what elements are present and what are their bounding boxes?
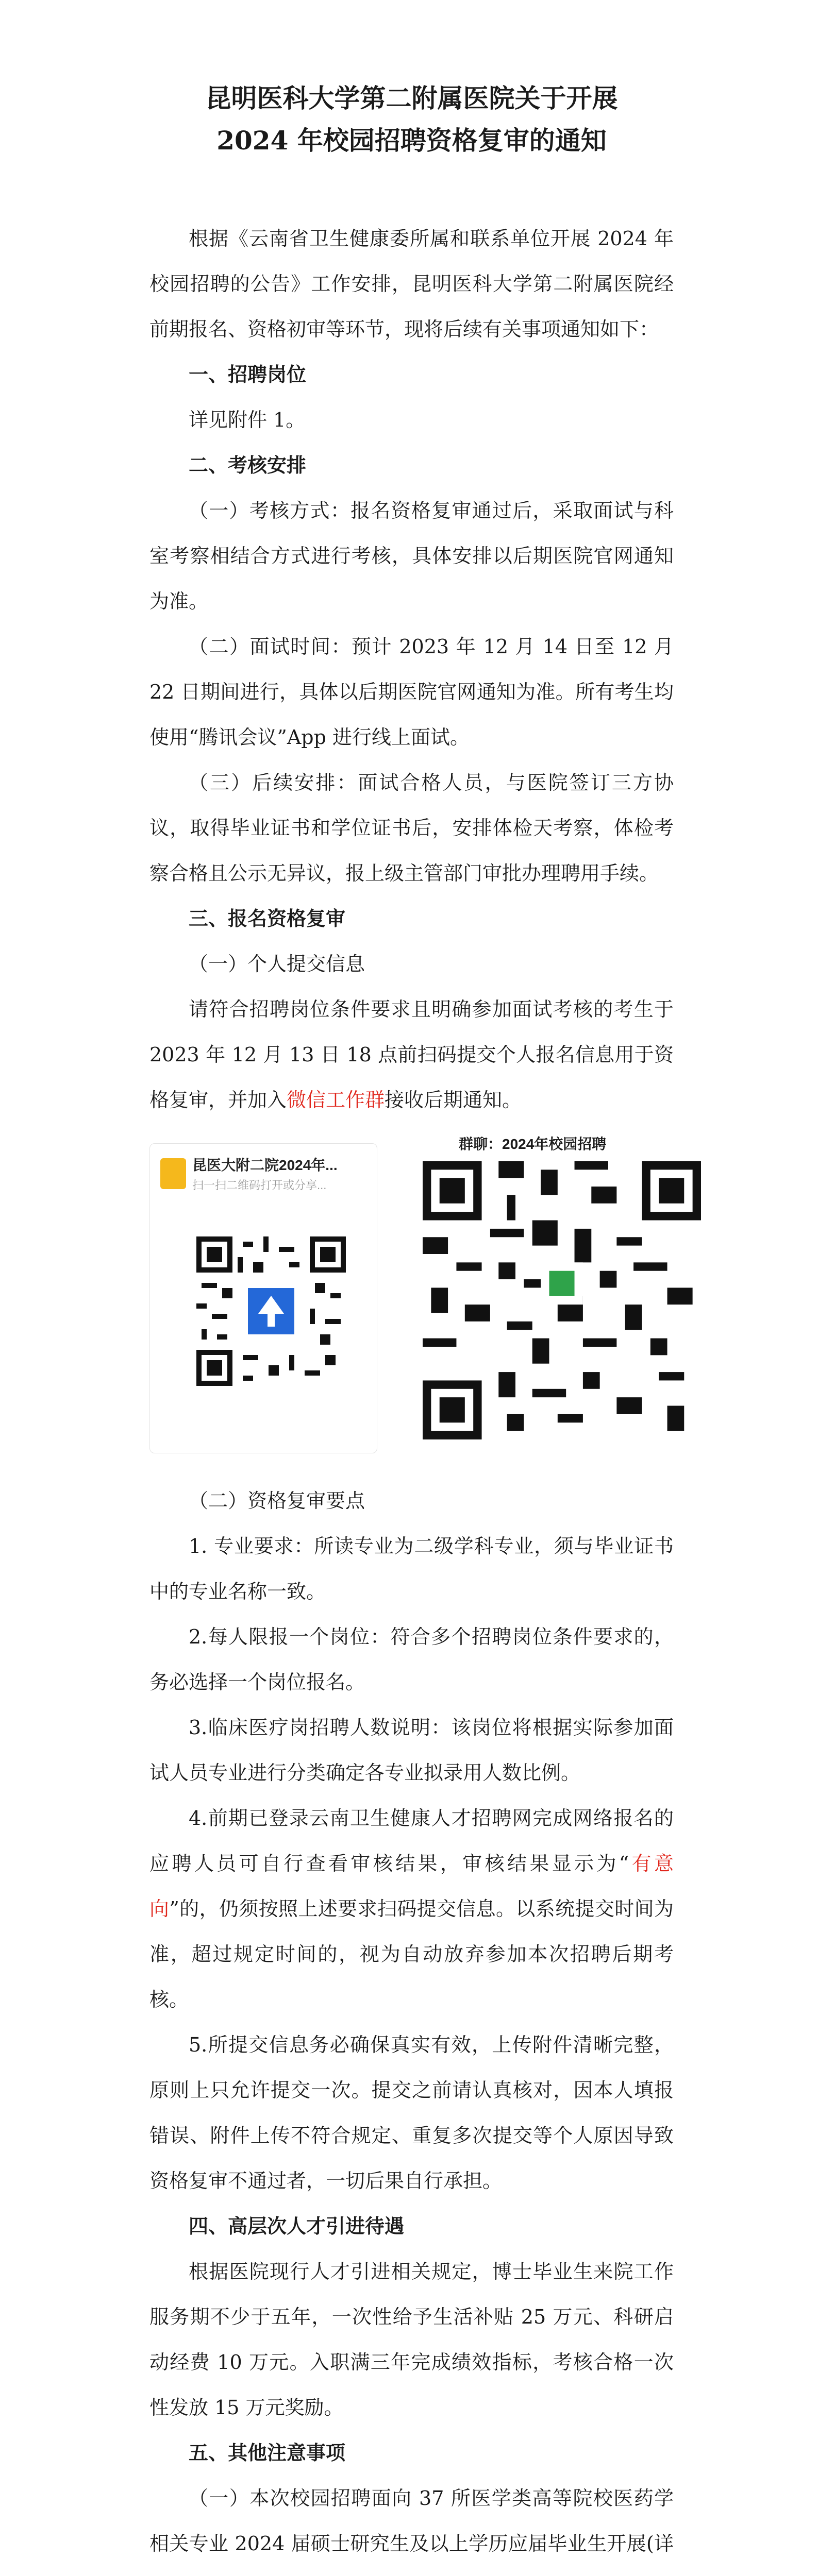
section-2-p1: （一）考核方式：报名资格复审通过后，采取面试与科室考察相结合方式进行考核，具体安排以后期医院官网通知为准。 <box>149 499 674 613</box>
section-5-p1 <box>149 2476 674 2576</box>
review-item-4 <box>149 1795 674 2022</box>
s3p1-b: 接收后期通知。 <box>385 1089 522 1111</box>
s5p1-a: （一）本次校园招聘面向 37 所医学类高等院校医药学相关专业 2024 届硕士研究生及以上学历应届毕业生开展(详 <box>149 2487 674 2555</box>
card-header <box>160 1154 338 1193</box>
form-qr-code-icon <box>196 1236 346 1386</box>
qr-code-area <box>149 1133 674 1463</box>
wechat-group-label: 群聊：2024年校园招聘 <box>459 1136 607 1152</box>
section-3-sub1: （一）个人提交信息 <box>189 953 365 975</box>
section-3-sub2: （二）资格复审要点 <box>189 1489 365 1512</box>
wechat-group-highlight: 微信工作群 <box>287 1089 385 1111</box>
intro-paragraph: 根据《云南省卫生健康委所属和联系单位开展 2024 年校园招聘的公告》工作安排，昆明医科大学第二附属医院经前期报名、资格初审等环节，现将后续有关事项通知如下： <box>149 227 674 341</box>
section-2-p2: （二）面试时间：预计 2023 年 12 月 14 日至 12 月 22 日期间进行，具体以后期医院官网通知为准。所有考生均使用“腾讯会议”App 进行线上面试。 <box>149 635 674 749</box>
wechat-group-qr-code-icon <box>423 1161 701 1439</box>
section-4-heading: 四、高层次人才引进待遇 <box>189 2214 405 2238</box>
section-1-heading: 一、招聘岗位 <box>189 363 307 386</box>
intention-highlight: 有意向 <box>149 1852 674 1920</box>
page-title <box>149 77 674 162</box>
section-3-heading: 三、报名资格复审 <box>189 907 346 930</box>
title-line-1: 昆明医科大学第二附属医院关于开展 <box>205 83 618 113</box>
s3p1-a: 请符合招聘岗位条件要求且明确参加面试考核的考生于 2023 年 12 月 13 日 18 点前扫码提交个人报名信息用于资格复审，并加入 <box>149 998 674 1111</box>
section-1-body: 详见附件 1。 <box>189 409 306 431</box>
card-title: 昆医大附二院2024年... <box>192 1157 338 1173</box>
section-5-heading: 五、其他注意事项 <box>189 2441 346 2464</box>
section-3-p1 <box>149 987 674 1123</box>
form-app-icon <box>160 1158 186 1189</box>
section-4-body: 根据医院现行人才引进相关规定，博士毕业生来院工作服务期不少于五年，一次性给予生活补贴 25 万元、科研启动经费 10 万元。入职满三年完成绩效指标，考核合格一次性发放 15 万元奖励。 <box>149 2260 674 2419</box>
review-item-2: 2.每人限报一个岗位：符合多个招聘岗位条件要求的，务必选择一个岗位报名。 <box>149 1625 674 1693</box>
form-share-card <box>149 1143 377 1453</box>
review-item-5: 5.所提交信息务必确保真实有效，上传附件清晰完整，原则上只允许提交一次。提交之前请认真核对，因本人填报错误、附件上传不符合规定、重复多次提交等个人原因导致资格复审不通过者，一切后果自行承担。 <box>149 2033 674 2192</box>
review-item-3: 3.临床医疗岗招聘人数说明：该岗位将根据实际参加面试人员专业进行分类确定各专业拟录用人数比例。 <box>149 1716 674 1784</box>
review-item-1: 1. 专业要求：所读专业为二级学科专业，须与毕业证书中的专业名称一致。 <box>149 1535 674 1603</box>
section-2-p3: （三）后续安排：面试合格人员，与医院签订三方协议，取得毕业证书和学位证书后，安排体检天考察，体检考察合格且公示无异议，报上级主管部门审批办理聘用手续。 <box>149 771 674 885</box>
card-subtitle: 扫一扫二维码打开或分享... <box>192 1179 327 1192</box>
section-2-heading: 二、考核安排 <box>189 453 307 477</box>
title-line-2: 2024 年校园招聘资格复审的通知 <box>216 125 607 156</box>
i4-a: 4.前期已登录云南卫生健康人才招聘网完成网络报名的应聘人员可自行查看审核结果，审核结果显示为“ <box>149 1807 674 1875</box>
i4-b: ”的，仍须按照上述要求扫码提交信息。以系统提交时间为准，超过规定时间的，视为自动放弃参加本次招聘后期考核。 <box>149 1897 674 2011</box>
